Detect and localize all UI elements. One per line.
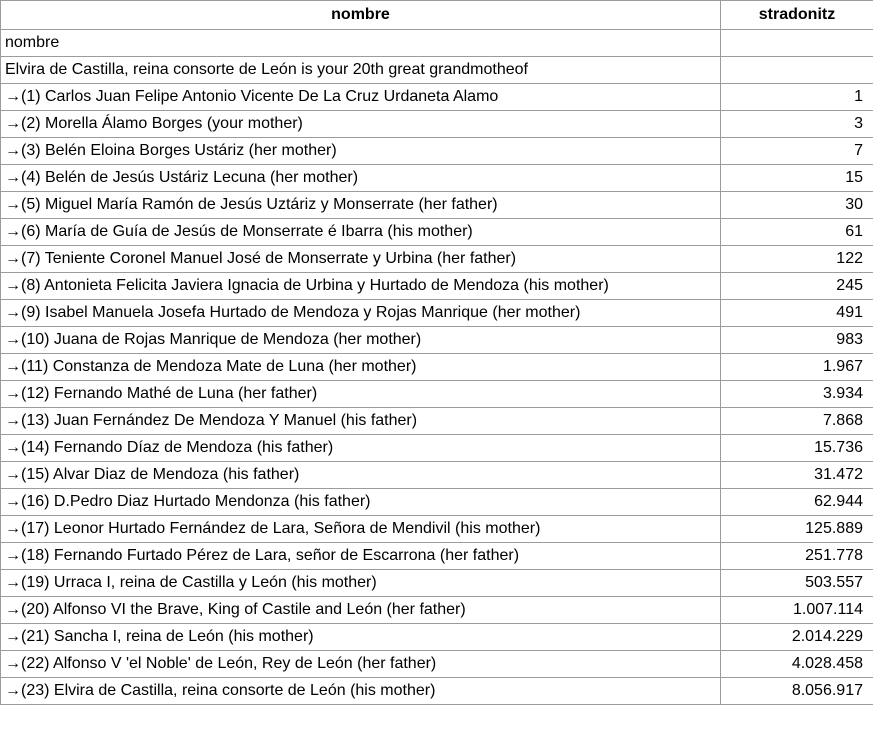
cell-nombre[interactable]: →(16) D.Pedro Diaz Hurtado Mendonza (his father) [1, 489, 721, 516]
cell-stradonitz[interactable]: 62.944 [721, 489, 873, 516]
cell-stradonitz[interactable]: 15 [721, 165, 873, 192]
table-row [1, 327, 873, 354]
cell-nombre[interactable]: nombre [1, 30, 721, 57]
cell-nombre[interactable]: →(18) Fernando Furtado Pérez de Lara, señor de Escarrona (her father) [1, 543, 721, 570]
cell-nombre[interactable]: →(14) Fernando Díaz de Mendoza (his father) [1, 435, 721, 462]
table-row [1, 381, 873, 408]
cell-nombre[interactable]: →(21) Sancha I, reina de León (his mother) [1, 624, 721, 651]
table-row [1, 651, 873, 678]
cell-nombre[interactable]: →(12) Fernando Mathé de Luna (her father) [1, 381, 721, 408]
cell-stradonitz[interactable]: 122 [721, 246, 873, 273]
cell-nombre[interactable]: →(8) Antonieta Felicita Javiera Ignacia de Urbina y Hurtado de Mendoza (his mother) [1, 273, 721, 300]
cell-nombre[interactable]: →(20) Alfonso VI the Brave, King of Castile and León (her father) [1, 597, 721, 624]
cell-stradonitz[interactable]: 3 [721, 111, 873, 138]
table-row [1, 57, 873, 84]
cell-nombre[interactable]: →(2) Morella Álamo Borges (your mother) [1, 111, 721, 138]
table-row [1, 354, 873, 381]
cell-nombre[interactable]: →(4) Belén de Jesús Ustáriz Lecuna (her mother) [1, 165, 721, 192]
table-row [1, 192, 873, 219]
cell-stradonitz[interactable]: 125.889 [721, 516, 873, 543]
cell-nombre[interactable]: →(19) Urraca I, reina de Castilla y León (his mother) [1, 570, 721, 597]
table-row [1, 489, 873, 516]
cell-stradonitz[interactable]: 30 [721, 192, 873, 219]
table-row [1, 219, 873, 246]
cell-stradonitz[interactable]: 1 [721, 84, 873, 111]
column-header-nombre[interactable]: nombre [1, 1, 721, 30]
table-row [1, 165, 873, 192]
cell-stradonitz[interactable]: 7 [721, 138, 873, 165]
cell-stradonitz[interactable]: 251.778 [721, 543, 873, 570]
cell-nombre[interactable]: →(13) Juan Fernández De Mendoza Y Manuel (his father) [1, 408, 721, 435]
cell-nombre[interactable]: →(5) Miguel María Ramón de Jesús Uztáriz y Monserrate (her father) [1, 192, 721, 219]
cell-nombre[interactable]: →(3) Belén Eloina Borges Ustáriz (her mother) [1, 138, 721, 165]
cell-stradonitz[interactable]: 983 [721, 327, 873, 354]
cell-stradonitz[interactable]: 31.472 [721, 462, 873, 489]
table-row [1, 300, 873, 327]
table-row [1, 435, 873, 462]
table-row [1, 597, 873, 624]
cell-stradonitz[interactable]: 4.028.458 [721, 651, 873, 678]
table-row [1, 624, 873, 651]
cell-stradonitz[interactable] [721, 57, 873, 84]
cell-stradonitz[interactable]: 491 [721, 300, 873, 327]
table-row [1, 678, 873, 705]
cell-stradonitz[interactable]: 503.557 [721, 570, 873, 597]
cell-stradonitz[interactable]: 3.934 [721, 381, 873, 408]
cell-stradonitz[interactable]: 7.868 [721, 408, 873, 435]
table-row [1, 138, 873, 165]
cell-stradonitz[interactable]: 61 [721, 219, 873, 246]
cell-stradonitz[interactable]: 15.736 [721, 435, 873, 462]
column-header-stradonitz[interactable]: stradonitz [721, 1, 873, 30]
cell-stradonitz[interactable]: 8.056.917 [721, 678, 873, 705]
cell-stradonitz[interactable]: 1.967 [721, 354, 873, 381]
table-row [1, 273, 873, 300]
table-row [1, 30, 873, 57]
table-row [1, 570, 873, 597]
header-row [1, 1, 873, 30]
cell-nombre[interactable]: →(9) Isabel Manuela Josefa Hurtado de Mendoza y Rojas Manrique (her mother) [1, 300, 721, 327]
cell-stradonitz[interactable] [721, 30, 873, 57]
cell-nombre[interactable]: →(10) Juana de Rojas Manrique de Mendoza (her mother) [1, 327, 721, 354]
cell-nombre[interactable]: →(7) Teniente Coronel Manuel José de Monserrate y Urbina (her father) [1, 246, 721, 273]
cell-nombre[interactable]: →(22) Alfonso V 'el Noble' de León, Rey de León (her father) [1, 651, 721, 678]
cell-stradonitz[interactable]: 2.014.229 [721, 624, 873, 651]
cell-nombre[interactable]: →(1) Carlos Juan Felipe Antonio Vicente De La Cruz Urdaneta Alamo [1, 84, 721, 111]
table-row [1, 84, 873, 111]
cell-nombre[interactable]: →(17) Leonor Hurtado Fernández de Lara, Señora de Mendivil (his mother) [1, 516, 721, 543]
table-body [1, 30, 873, 705]
table-row [1, 408, 873, 435]
cell-stradonitz[interactable]: 1.007.114 [721, 597, 873, 624]
cell-nombre[interactable]: →(23) Elvira de Castilla, reina consorte de León (his mother) [1, 678, 721, 705]
table-row [1, 246, 873, 273]
cell-nombre[interactable]: Elvira de Castilla, reina consorte de León is your 20th great grandmotheof [1, 57, 721, 84]
cell-stradonitz[interactable]: 245 [721, 273, 873, 300]
cell-nombre[interactable]: →(6) María de Guía de Jesús de Monserrate é Ibarra (his mother) [1, 219, 721, 246]
cell-nombre[interactable]: →(11) Constanza de Mendoza Mate de Luna (her mother) [1, 354, 721, 381]
table-row [1, 111, 873, 138]
table-row [1, 543, 873, 570]
cell-nombre[interactable]: →(15) Alvar Diaz de Mendoza (his father) [1, 462, 721, 489]
table-row [1, 516, 873, 543]
table-row [1, 462, 873, 489]
